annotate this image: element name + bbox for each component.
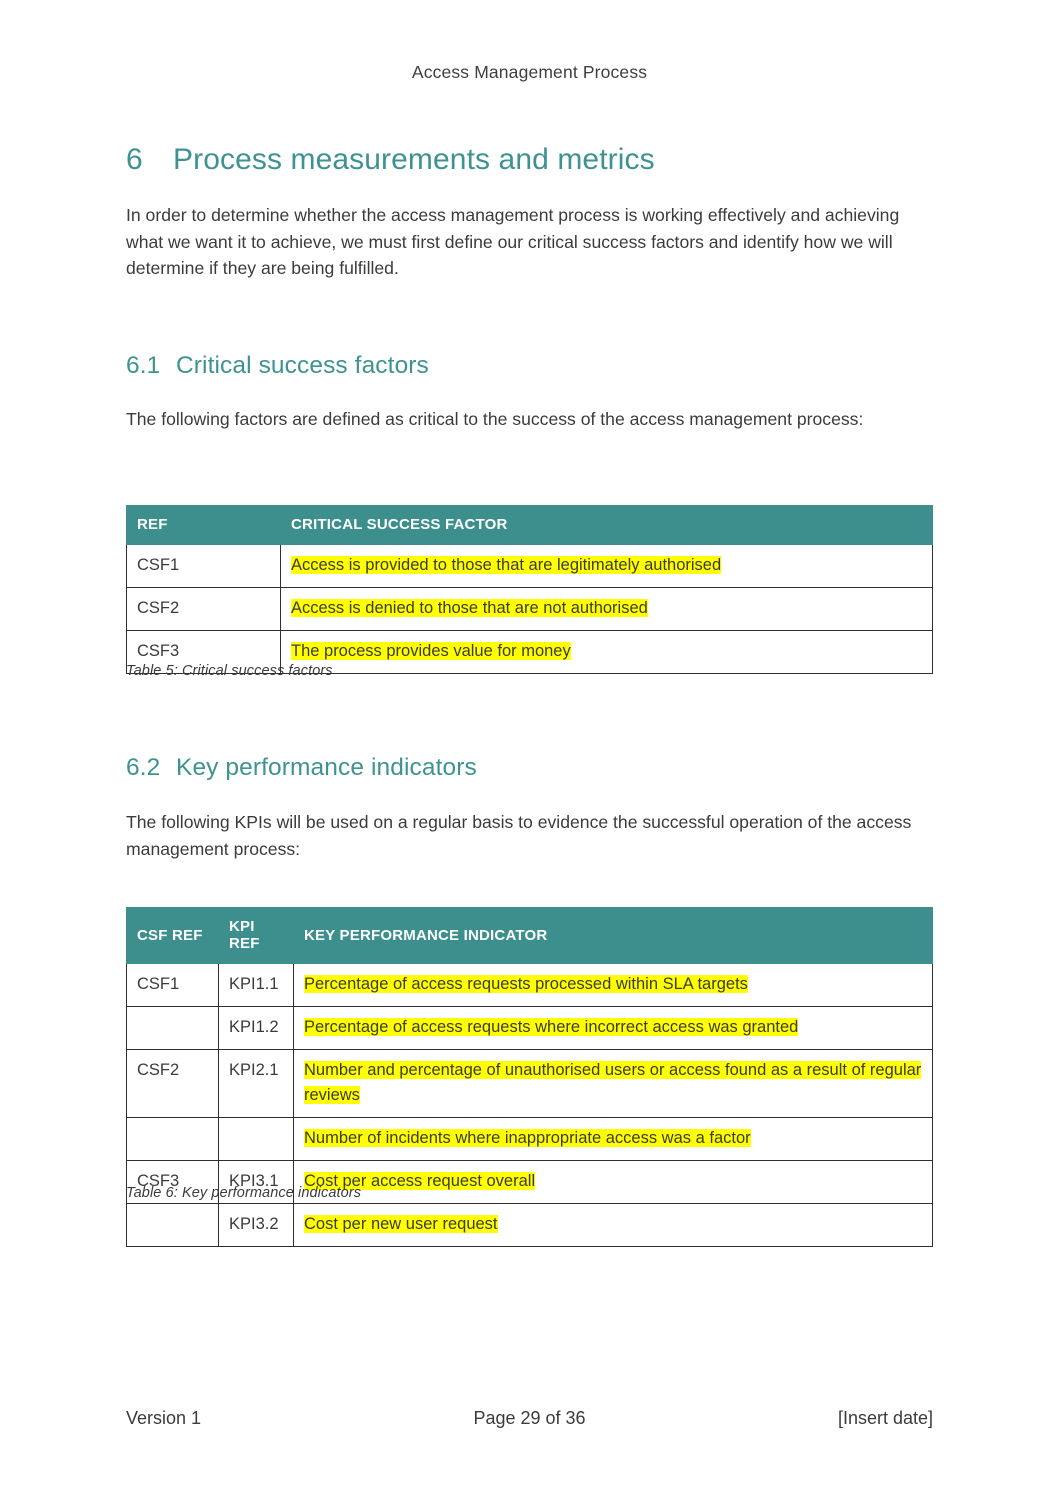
- heading-6-1-text: Critical success factors: [176, 352, 429, 379]
- footer-date: [Insert date]: [837, 1408, 933, 1428]
- column-header-key-performance-indicator: KEY PERFORMANCE INDICATOR: [294, 908, 933, 964]
- cell-indicator: [294, 1007, 933, 1050]
- highlighted-text: Number of incidents where inappropriate access was a factor: [304, 1129, 751, 1147]
- table-critical-success-factors: [126, 505, 933, 674]
- heading-6-1-critical-success-factors: [126, 352, 429, 380]
- footer-version: Version 1: [126, 1408, 202, 1428]
- heading-6-process-measurements: [126, 143, 655, 177]
- highlighted-text: Percentage of access requests where incorrect access was granted: [304, 1018, 799, 1036]
- highlighted-text: Access is provided to those that are legitimately authorised: [291, 556, 722, 574]
- highlighted-text: Percentage of access requests processed within SLA targets: [304, 975, 748, 993]
- heading-6-2-text: Key performance indicators: [176, 754, 477, 781]
- cell-kpi-ref: KPI1.2: [219, 1007, 294, 1050]
- cell-ref: CSF1: [127, 545, 281, 588]
- cell-ref: CSF3: [127, 631, 281, 674]
- table-row: [127, 964, 933, 1007]
- column-header-csf-ref: CSF REF: [127, 908, 219, 964]
- cell-factor: [281, 631, 933, 674]
- table-caption-6: Table 6: Key performance indicators: [126, 1185, 362, 1201]
- cell-kpi-ref: KPI2.1: [219, 1050, 294, 1118]
- table-row: [127, 1050, 933, 1118]
- table-header-row: [127, 506, 933, 545]
- cell-csf-ref: CSF1: [127, 964, 219, 1007]
- cell-csf-ref: [127, 1118, 219, 1161]
- cell-csf-ref: CSF2: [127, 1050, 219, 1118]
- cell-kpi-ref: KPI3.1: [219, 1161, 294, 1204]
- highlighted-text: Number and percentage of unauthorised users or access found as a result of regular reviews: [304, 1061, 922, 1104]
- table-row: [127, 588, 933, 631]
- cell-factor: [281, 545, 933, 588]
- cell-kpi-ref: KPI3.2: [219, 1204, 294, 1247]
- heading-6-number: 6: [126, 143, 143, 176]
- cell-kpi-ref: KPI1.1: [219, 964, 294, 1007]
- highlighted-text: The process provides value for money: [291, 642, 571, 660]
- table-row: [127, 1118, 933, 1161]
- heading-6-text: Process measurements and metrics: [173, 143, 655, 176]
- heading-6-1-number: 6.1: [126, 352, 161, 379]
- table-row: [127, 1007, 933, 1050]
- cell-csf-ref: [127, 1007, 219, 1050]
- cell-ref: CSF2: [127, 588, 281, 631]
- cell-indicator: [294, 1204, 933, 1247]
- paragraph-kpi-intro: The following KPIs will be used on a regular basis to evidence the successful operation of the access management process:: [126, 812, 912, 859]
- paragraph-csf-intro: The following factors are defined as critical to the success of the access management process:: [126, 409, 864, 429]
- column-header-ref: REF: [127, 506, 281, 545]
- cell-factor: [281, 588, 933, 631]
- highlighted-text: Access is denied to those that are not authorised: [291, 599, 648, 617]
- heading-6-2-number: 6.2: [126, 754, 161, 781]
- cell-indicator: [294, 1161, 933, 1204]
- cell-indicator: [294, 964, 933, 1007]
- cell-indicator: [294, 1118, 933, 1161]
- footer-page-number: Page 29 of 36: [473, 1408, 586, 1428]
- table-row: [127, 545, 933, 588]
- table-header-row: [127, 908, 933, 964]
- table-row: [127, 1204, 933, 1247]
- cell-csf-ref: CSF3: [127, 1161, 219, 1204]
- paragraph-intro: In order to determine whether the access management process is working effectively and achieving what we want it to achieve, we must first define our critical success factors and identify how we will determine if they are being fulfilled.: [126, 205, 900, 278]
- cell-csf-ref: [127, 1204, 219, 1247]
- highlighted-text: Cost per new user request: [304, 1215, 498, 1233]
- column-header-critical-success-factor: CRITICAL SUCCESS FACTOR: [281, 506, 933, 545]
- column-header-kpi-ref: KPI REF: [219, 908, 294, 964]
- table-caption-5: Table 5: Critical success factors: [126, 663, 333, 679]
- highlighted-text: Cost per access request overall: [304, 1172, 536, 1190]
- running-header: Access Management Process: [411, 62, 648, 82]
- heading-6-2-key-performance-indicators: [126, 754, 477, 782]
- cell-kpi-ref: [219, 1118, 294, 1161]
- cell-indicator: [294, 1050, 933, 1118]
